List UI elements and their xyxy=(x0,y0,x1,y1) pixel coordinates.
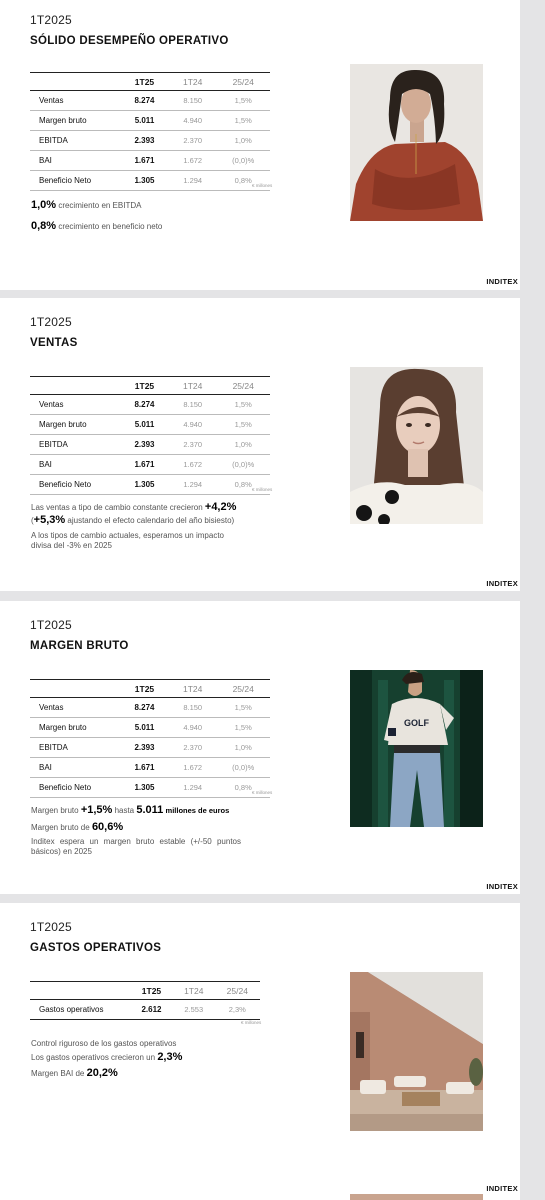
slide-title: VENTAS xyxy=(30,337,78,349)
table-header-cell: 25/24 xyxy=(216,377,270,395)
table-header-cell: 1T24 xyxy=(169,73,217,91)
note-text: millones de euros xyxy=(165,806,230,815)
note-expense-control: Control riguroso de los gastos operativos xyxy=(31,1039,177,1048)
row-label: BAI xyxy=(30,151,120,171)
cell-current: 1.671 xyxy=(120,151,169,171)
row-label: Beneficio Neto xyxy=(30,778,120,798)
note-value: +1,5% xyxy=(80,804,113,816)
note-value: +4,2% xyxy=(204,501,237,513)
slide-title: MARGEN BRUTO xyxy=(30,640,129,652)
note-text: Las ventas a tipo de cambio constante crecieron xyxy=(31,503,203,512)
table-header-row xyxy=(30,73,270,91)
cell-current: 5.011 xyxy=(120,111,169,131)
table-row xyxy=(30,1000,260,1020)
note-text: Margen bruto xyxy=(31,806,79,815)
financial-table xyxy=(30,72,273,191)
row-label: EBITDA xyxy=(30,131,120,151)
table-header-row xyxy=(30,982,260,1000)
table-row xyxy=(30,91,270,111)
fashion-photo-portrait xyxy=(350,367,483,524)
slide-period: 1T2025 xyxy=(30,920,72,934)
note-text: ajustando el efecto calendario del año bisiesto) xyxy=(67,516,235,525)
cell-prior: 1.294 xyxy=(169,171,217,191)
fashion-photo-golf-sweater xyxy=(350,670,483,827)
cell-prior: 1.672 xyxy=(169,455,217,475)
note-ebt-margin xyxy=(31,1068,118,1079)
brand-logo: INDITEX xyxy=(486,579,518,588)
cell-prior: 8.150 xyxy=(169,698,217,718)
cell-change: 1,5% xyxy=(216,91,270,111)
cell-current: 1.305 xyxy=(120,475,169,495)
note-sales-growth xyxy=(31,502,236,513)
table-header-cell: 1T25 xyxy=(120,377,169,395)
row-label: BAI xyxy=(30,758,120,778)
note-value: 2,3% xyxy=(157,1051,183,1063)
row-label: Margen bruto xyxy=(30,415,120,435)
row-label: Beneficio Neto xyxy=(30,171,120,191)
next-photo-edge xyxy=(350,1194,483,1200)
note-text: Los gastos operativos crecieron un xyxy=(31,1053,156,1062)
financial-table xyxy=(30,376,273,495)
note-expense-growth xyxy=(31,1052,182,1063)
table-header-cell xyxy=(30,982,130,1000)
table-header-cell: 1T24 xyxy=(169,680,217,698)
cell-change: 1,5% xyxy=(216,718,270,738)
row-label: Ventas xyxy=(30,91,120,111)
cell-current: 1.671 xyxy=(120,455,169,475)
table-header-cell: 1T24 xyxy=(169,377,217,395)
cell-change: (0,0)% xyxy=(216,151,270,171)
cell-change: 0,8% xyxy=(216,171,270,191)
table-row xyxy=(30,415,270,435)
table-row xyxy=(30,758,270,778)
cell-prior: 8.150 xyxy=(169,395,217,415)
cell-prior: 2.553 xyxy=(173,1000,215,1020)
cell-current: 2.393 xyxy=(120,131,169,151)
note-value: 60,6% xyxy=(91,821,124,833)
slide-sales xyxy=(0,298,520,591)
note-text: Margen BAI de xyxy=(31,1069,85,1078)
cell-change: 0,8% xyxy=(216,778,270,798)
row-label: EBITDA xyxy=(30,435,120,455)
slide-period: 1T2025 xyxy=(30,315,72,329)
table-row xyxy=(30,111,270,131)
table-row xyxy=(30,738,270,758)
note-net-profit xyxy=(31,221,162,232)
table-row xyxy=(30,455,270,475)
slide-period: 1T2025 xyxy=(30,13,72,27)
cell-prior: 4.940 xyxy=(169,415,217,435)
row-label: EBITDA xyxy=(30,738,120,758)
cell-current: 8.274 xyxy=(120,91,169,111)
cell-current: 1.305 xyxy=(120,778,169,798)
note-value: 20,2% xyxy=(86,1067,118,1079)
cell-prior: 1.294 xyxy=(169,778,217,798)
cell-current: 8.274 xyxy=(120,698,169,718)
table-header-cell: 1T25 xyxy=(120,73,169,91)
cell-change: (0,0)% xyxy=(216,455,270,475)
table-row xyxy=(30,475,270,495)
table-row xyxy=(30,435,270,455)
table-header-row xyxy=(30,377,270,395)
cell-prior: 2.370 xyxy=(169,435,217,455)
note-paren: ( xyxy=(31,516,34,525)
table-row xyxy=(30,718,270,738)
table-header-cell: 25/24 xyxy=(216,73,270,91)
row-label: Margen bruto xyxy=(30,111,120,131)
slide-title: SÓLIDO DESEMPEÑO OPERATIVO xyxy=(30,35,229,47)
architecture-photo xyxy=(350,972,483,1131)
row-label: BAI xyxy=(30,455,120,475)
cell-prior: 1.294 xyxy=(169,475,217,495)
cell-change: (0,0)% xyxy=(216,758,270,778)
brand-logo: INDITEX xyxy=(486,882,518,891)
cell-prior: 4.940 xyxy=(169,111,217,131)
shirt-text: GOLF xyxy=(404,718,429,728)
table-header-cell: 1T25 xyxy=(130,982,173,1000)
note-ebitda xyxy=(31,200,141,211)
row-label: Ventas xyxy=(30,395,120,415)
fashion-photo-red-top xyxy=(350,64,483,221)
cell-current: 2.612 xyxy=(130,1000,173,1020)
note-value: 0,8% xyxy=(31,220,57,232)
financial-table xyxy=(30,679,273,798)
cell-current: 5.011 xyxy=(120,718,169,738)
cell-change: 1,0% xyxy=(216,435,270,455)
cell-prior: 1.672 xyxy=(169,758,217,778)
note-text: hasta xyxy=(114,806,135,815)
note-gross-margin-pct xyxy=(31,822,123,833)
cell-change: 1,5% xyxy=(216,395,270,415)
slide-operating-expenses xyxy=(0,903,520,1200)
note-text: Margen bruto de xyxy=(31,823,90,832)
cell-current: 1.305 xyxy=(120,171,169,191)
cell-current: 5.011 xyxy=(120,415,169,435)
unit-note: € millones xyxy=(241,1020,262,1025)
table-header-cell xyxy=(30,73,120,91)
table-header-row xyxy=(30,680,270,698)
table-row xyxy=(30,151,270,171)
note-gross-margin-growth xyxy=(31,805,229,816)
note-currency-impact: A los tipos de cambio actuales, esperamos un impacto divisa del -3% en 2025 xyxy=(31,531,224,550)
note-text: crecimiento en EBITDA xyxy=(58,201,142,210)
unit-note: € millones xyxy=(252,487,273,492)
slide-gross-margin xyxy=(0,601,520,894)
table-header-cell xyxy=(30,377,120,395)
table-header-cell: 1T24 xyxy=(173,982,215,1000)
note-calendar-adjusted xyxy=(31,515,234,526)
note-value: 1,0% xyxy=(31,199,57,211)
cell-current: 8.274 xyxy=(120,395,169,415)
note-gross-margin-outlook: Inditex espera un margen bruto estable (+/-50 puntos básicos) en 2025 xyxy=(31,837,241,856)
financial-table xyxy=(30,981,260,1020)
cell-change: 1,0% xyxy=(216,131,270,151)
brand-logo: INDITEX xyxy=(486,1184,518,1193)
cell-prior: 1.672 xyxy=(169,151,217,171)
cell-change: 1,5% xyxy=(216,111,270,131)
cell-change: 1,5% xyxy=(216,698,270,718)
cell-change: 1,5% xyxy=(216,415,270,435)
unit-note: € millones xyxy=(252,790,273,795)
note-text: crecimiento en beneficio neto xyxy=(58,222,163,231)
cell-prior: 2.370 xyxy=(169,131,217,151)
table-row xyxy=(30,698,270,718)
cell-change: 2,3% xyxy=(215,1000,260,1020)
brand-logo: INDITEX xyxy=(486,277,518,286)
cell-change: 1,0% xyxy=(216,738,270,758)
cell-current: 2.393 xyxy=(120,435,169,455)
cell-prior: 4.940 xyxy=(169,718,217,738)
row-label: Ventas xyxy=(30,698,120,718)
cell-prior: 8.150 xyxy=(169,91,217,111)
table-header-cell: 25/24 xyxy=(216,680,270,698)
row-label: Gastos operativos xyxy=(30,1000,130,1020)
slide-period: 1T2025 xyxy=(30,618,72,632)
table-header-cell: 25/24 xyxy=(215,982,260,1000)
cell-change: 0,8% xyxy=(216,475,270,495)
unit-note: € millones xyxy=(252,183,273,188)
table-row xyxy=(30,131,270,151)
note-value: 5.011 xyxy=(136,804,164,816)
cell-current: 2.393 xyxy=(120,738,169,758)
table-row xyxy=(30,778,270,798)
note-value: +5,3% xyxy=(33,514,66,526)
slide-title: GASTOS OPERATIVOS xyxy=(30,942,162,954)
table-header-cell: 1T25 xyxy=(120,680,169,698)
table-row xyxy=(30,395,270,415)
slide-operating-performance xyxy=(0,0,520,290)
table-header-cell xyxy=(30,680,120,698)
cell-prior: 2.370 xyxy=(169,738,217,758)
cell-current: 1.671 xyxy=(120,758,169,778)
table-row xyxy=(30,171,270,191)
row-label: Beneficio Neto xyxy=(30,475,120,495)
row-label: Margen bruto xyxy=(30,718,120,738)
